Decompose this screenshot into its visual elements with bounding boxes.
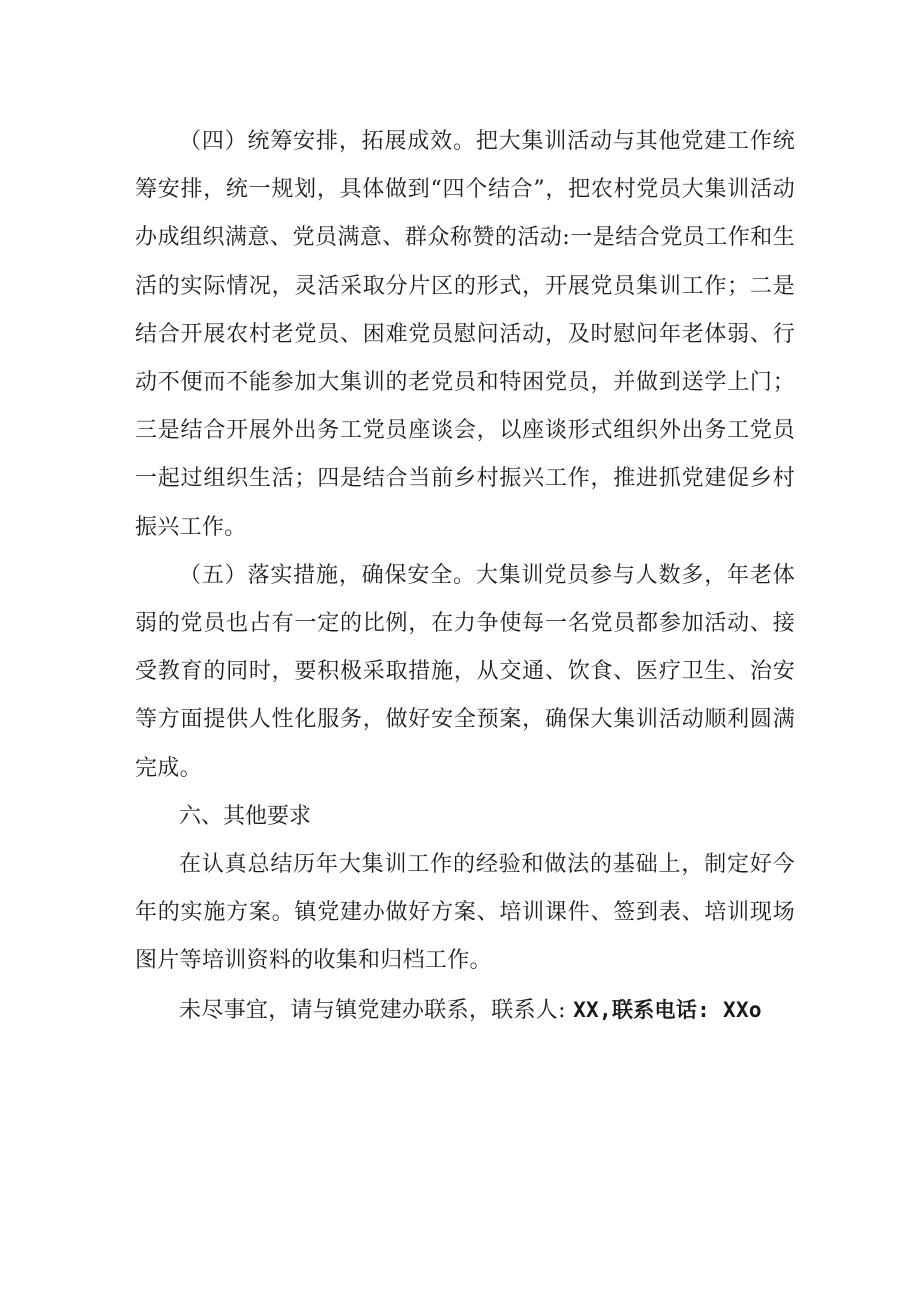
paragraph-contact — [135, 986, 795, 1035]
contact-prefix: 未尽事宜，请与镇党建办联系，联系人: — [179, 997, 574, 1023]
paragraph-section-five: （五）落实措施，确保安全。大集训党员参与人数多，年老体弱的党员也占有一定的比例，在力争使每一名党员都参加活动、接受教育的同时，要积极采取措施，从交通、饮食、医疗卫生、治安等方面提供人性化服务，做好安全预案，确保大集训活动顺利圆满完成。 — [135, 562, 795, 781]
heading-other-requirements: 六、其他要求 — [179, 803, 312, 829]
contact-phone-label: ,联系电话: — [599, 997, 724, 1022]
paragraph-section-four: （四）统筹安排，拓展成效。把大集训活动与其他党建工作统筹安排，统一规划，具体做到“四个结合”，把农村党员大集训活动办成组织满意、党员满意、群众称赞的活动:一是结合党员工作和生活的实际情况，灵活采取分片区的形式，开展党员集训工作；二是结合开展农村老党员、困难党员慰问活动，及时慰问年老体弱、行动不便而不能参加大集训的老党员和特困党员，并做到送学上门；三是结合开展外出务工党员座谈会，以座谈形式组织外出务工党员一起过组织生活；四是结合当前乡村振兴工作，推进抓党建促乡村振兴工作。 — [135, 129, 795, 540]
paragraph-requirements: 在认真总结历年大集训工作的经验和做法的基础上，制定好今年的实施方案。镇党建办做好方案、培训课件、签到表、培训现场图片等培训资料的收集和归档工作。 — [135, 852, 795, 974]
contact-person: XX — [573, 997, 599, 1022]
contact-phone: XXo — [723, 997, 762, 1022]
document-body — [135, 118, 795, 1035]
